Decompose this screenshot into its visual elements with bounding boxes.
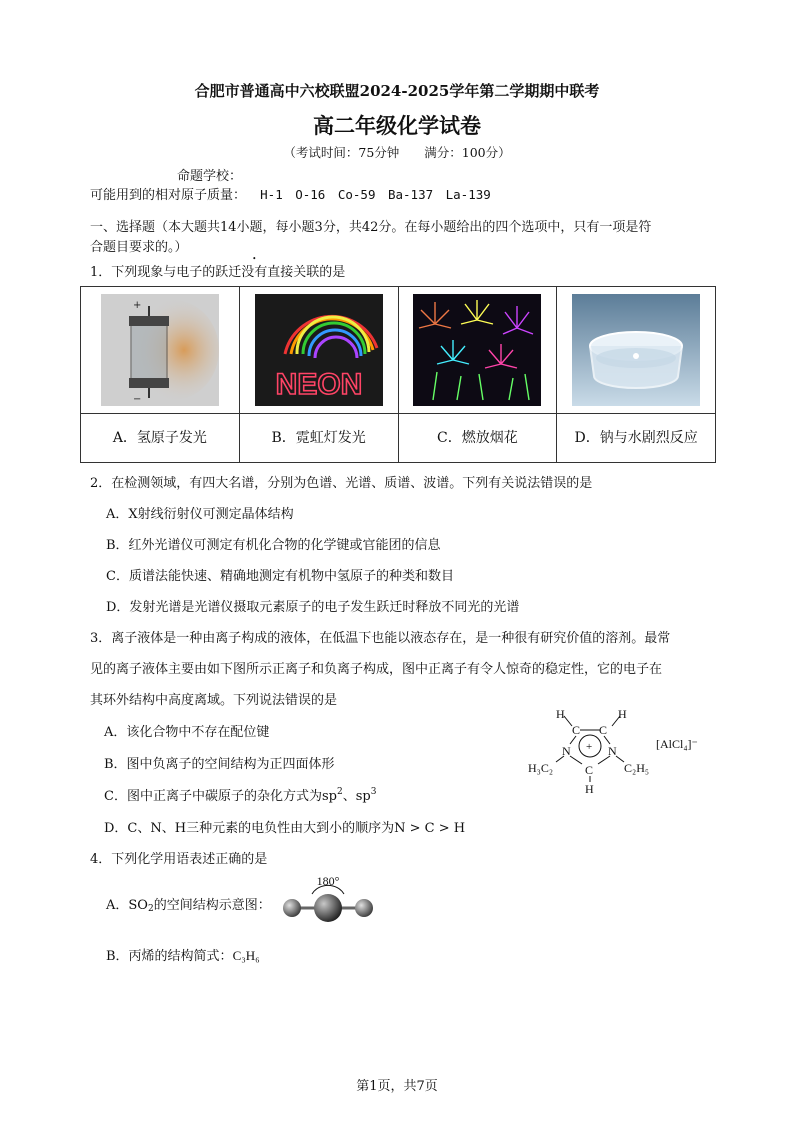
neon-sign-image [255,294,383,406]
q1-stem-pre: 1．下列现象与电子的跃迁 [90,265,242,280]
q3-option-c-sup2: 3 [370,787,377,797]
q3-stem-line2: 见的离子液体主要由如下图所示正离子和负离子构成，图中正离子有令人惊奇的稳定性，它的电子在 [90,662,663,677]
atomic-mass-values: H-1 O-16 Co-59 Ba-137 La-139 [260,187,491,202]
imidazolium-structure-diagram [520,700,720,800]
q3-option-c[interactable] [104,785,376,804]
struct-h-right: H [618,707,627,721]
struct-h3c2: H₃C₂ [528,761,554,775]
q4-option-b-pre: B．丙烯的结构简式： [106,949,233,964]
q4-option-a[interactable] [106,894,271,914]
q2-option-a[interactable]: A．X射线衍射仪可测定晶体结构 [106,507,294,522]
hydrogen-tube-image [101,294,219,406]
q3-option-b[interactable]: B．图中负离子的空间结构为正四面体形 [104,757,335,772]
q1-stem-post: 直接关联的是 [267,265,346,280]
atomic-mass-label: 可能用到的相对原子质量： [90,188,247,203]
q3-stem-line3: 其环外结构中高度离域。下列说法错误的是 [90,693,338,708]
q1-option-d[interactable]: D．钠与水剧烈反应 [557,414,716,463]
svg-text:−: − [132,394,142,405]
q1-image-cell-d [557,287,716,414]
q1-image-cell-b [239,287,398,414]
q1-stem [90,261,345,280]
struct-c-right: C [599,723,608,737]
struct-c-left: C [572,723,581,737]
struct-c2h5: C₂H₅ [624,761,650,775]
svg-text:+: + [132,300,142,311]
q2-option-d[interactable]: D．发射光谱是光谱仪摄取元素原子的电子发生跃迁时释放不同光的光谱 [106,600,520,615]
q3-stem-line1: 3．离子液体是一种由离子构成的液体，在低温下也能以液态存在，是一种很有研究价值的溶剂。最常 [90,631,671,646]
q3-option-c-sup1: 2 [336,787,343,797]
q4-option-a-post: 的空间结构示意图： [153,898,271,913]
q1-image-cell-c [398,287,557,414]
q1-image-cell-a [81,287,240,414]
q2-option-b[interactable]: B．红外光谱仪可测定有机化合物的化学键或官能团的信息 [106,538,441,553]
struct-c-bottom: C [585,763,594,777]
struct-h-bottom: H [585,782,594,796]
q3-option-d[interactable]: D．C、N、H三种元素的电负性由大到小的顺序为N > C > H [104,821,466,836]
exam-header-title: 合肥市普通高中六校联盟2024-2025学年第二学期期中联考 [194,82,600,100]
neon-text: NEON [275,368,362,401]
q2-option-c[interactable]: C．质谱法能快速、精确地测定有机物中氢原子的种类和数目 [106,569,454,584]
struct-anion: [AlCl₄]⁻ [656,737,698,751]
q1-option-c[interactable]: C．燃放烟花 [398,414,557,463]
sodium-water-dish-image [572,294,700,406]
exam-paper-title: 高二年级化学试卷 [313,113,481,138]
struct-n-right: N [608,744,617,758]
atomic-mass-line [90,184,491,203]
so2-ball-model-diagram [278,872,378,922]
section1-heading-line1: 一、选择题（本大题共14小题，每小题3分，共42分。在每小题给出的四个选项中，只有一项是符 [90,220,652,235]
q3-option-c-mid: 、sp [342,789,371,804]
q4-option-b-formula: C₃H₆ [232,948,260,963]
section1-heading-line2: 合题目要求的。） [90,240,188,255]
q1-option-a[interactable]: A．氢原子发光 [81,414,240,463]
q3-option-c-pre: C．图中正离子中碳原子的杂化方式为sp [104,789,337,804]
struct-h-left: H [556,707,565,721]
q4-option-a-pre: A．SO [106,898,148,913]
q4-stem: 4．下列化学用语表述正确的是 [90,852,268,867]
struct-plus: + [586,741,593,753]
exam-time-score: （考试时间：75分钟 满分：100分） [283,145,511,160]
q1-option-b[interactable]: B．霓虹灯发光 [239,414,398,463]
q2-stem: 2．在检测领域，有四大名谱，分别为色谱、光谱、质谱、波谱。下列有关说法错误的是 [90,476,593,491]
q4-option-a-sub: 2 [147,904,154,914]
school-label: 命题学校： [177,169,243,184]
q1-stem-emphasis: 没有 [241,265,268,280]
page-number: 第1页，共7页 [356,1079,438,1094]
struct-n-left: N [562,744,571,758]
q1-image-table [80,286,716,463]
q4-option-b[interactable] [106,945,260,964]
angle-label: 180° [316,874,340,888]
fireworks-image [413,294,541,406]
q3-option-a[interactable]: A．该化合物中不存在配位键 [104,725,270,740]
